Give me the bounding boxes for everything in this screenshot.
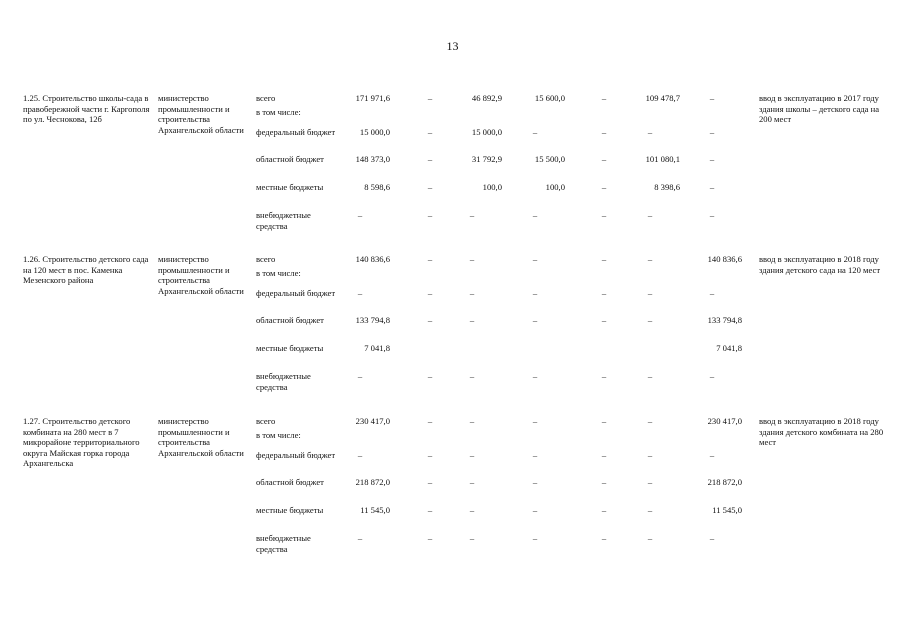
funding-value: – [601,93,607,103]
funding-value: – [647,288,653,298]
funding-value: – [357,210,363,220]
funding-value: – [427,288,433,298]
funding-value: – [357,371,363,381]
funding-value: 100,0 [482,182,502,192]
funding-value: 218 872,0 [355,477,390,487]
funding-source-label: внебюджетные средства [256,533,311,554]
responsible-organization: министерство промышленности и строительства Архангельской области [158,416,244,458]
funding-value: 148 373,0 [355,154,390,164]
funding-value: 15 000,0 [471,127,502,137]
funding-value: – [469,416,475,426]
funding-value: – [469,450,475,460]
funding-value: 140 836,6 [707,254,742,264]
funding-value: – [427,505,433,515]
funding-source-label: федеральный бюджет [256,450,336,460]
funding-value: – [647,505,653,515]
funding-value: – [427,154,433,164]
funding-value: 15 600,0 [534,93,565,103]
funding-value: – [601,182,607,192]
funding-value: – [709,127,715,137]
funding-value: – [469,315,475,325]
expected-result: ввод в эксплуатацию в 2017 году здания школы – детского сада на 200 мест [759,93,880,124]
funding-source-label: областной бюджет [256,315,324,325]
funding-value: – [469,254,475,264]
funding-value: – [427,450,433,460]
funding-value: 218 872,0 [707,477,742,487]
funding-value: – [427,371,433,381]
funding-value: 100,0 [545,182,565,192]
funding-value: – [709,182,715,192]
funding-value: – [427,127,433,137]
funding-value: – [709,93,715,103]
funding-value: – [532,210,538,220]
funding-value: – [601,505,607,515]
funding-value: – [469,505,475,515]
funding-value: – [532,450,538,460]
funding-source-label: местные бюджеты [256,505,324,515]
funding-source-label: всего [256,93,276,103]
funding-value: – [469,210,475,220]
funding-value: – [357,533,363,543]
funding-value: – [647,371,653,381]
responsible-organization: министерство промышленности и строительства Архангельской области [158,93,244,135]
funding-value: – [469,477,475,487]
funding-value: – [601,288,607,298]
measure-name: 1.25. Строительство школы-сада в правобережной части г. Каргополя по ул. Чеснокова, 12б [23,93,150,124]
funding-source-label: всего [256,416,276,426]
funding-value: 7 041,8 [364,343,390,353]
funding-source-label: внебюджетные средства [256,371,311,392]
funding-value: – [647,450,653,460]
expected-result: ввод в эксплуатацию в 2018 году здания детского комбината на 280 мест [759,416,884,447]
funding-value: – [709,210,715,220]
funding-source-label: внебюджетные средства [256,210,311,231]
funding-source-label: областной бюджет [256,477,324,487]
funding-source-label: в том числе: [256,107,301,117]
funding-value: 101 080,1 [645,154,680,164]
funding-value: – [532,254,538,264]
funding-value: 15 000,0 [359,127,390,137]
funding-value: – [427,210,433,220]
funding-source-label: в том числе: [256,430,301,440]
funding-value: – [647,254,653,264]
funding-value: – [532,127,538,137]
funding-value: – [357,450,363,460]
funding-value: – [601,416,607,426]
funding-value: – [357,288,363,298]
funding-value: – [647,533,653,543]
funding-value: – [469,288,475,298]
funding-value: 133 794,8 [355,315,390,325]
funding-value: – [469,371,475,381]
funding-value: – [601,315,607,325]
funding-value: – [601,533,607,543]
funding-value: – [601,254,607,264]
funding-value: 11 545,0 [712,505,742,515]
funding-value: – [647,127,653,137]
funding-source-label: местные бюджеты [256,182,324,192]
funding-value: – [532,533,538,543]
funding-source-label: в том числе: [256,268,301,278]
funding-value: 230 417,0 [355,416,390,426]
funding-value: 8 598,6 [364,182,390,192]
funding-value: – [427,315,433,325]
page-number: 13 [446,39,459,53]
funding-value: – [532,315,538,325]
funding-value: 15 500,0 [534,154,565,164]
funding-value: – [709,371,715,381]
funding-value: – [601,210,607,220]
funding-value: – [532,416,538,426]
funding-value: 171 971,6 [355,93,390,103]
funding-value: – [709,154,715,164]
funding-value: – [601,127,607,137]
funding-value: – [601,477,607,487]
funding-value: – [601,154,607,164]
funding-source-label: федеральный бюджет [256,288,336,298]
measure-name: 1.27. Строительство детского комбината на 280 мест в 7 микрорайоне территориального округа Майская горка города Архангельска [23,416,140,468]
measure-name: 1.26. Строительство детского сада на 120 мест в пос. Каменка Мезенского района [23,254,149,285]
funding-value: – [427,254,433,264]
funding-value: – [647,416,653,426]
funding-value: 7 041,8 [716,343,742,353]
funding-value: – [709,533,715,543]
funding-value: – [532,288,538,298]
funding-value: – [709,288,715,298]
responsible-organization: министерство промышленности и строительства Архангельской области [158,254,244,296]
funding-value: – [647,210,653,220]
funding-source-label: федеральный бюджет [256,127,336,137]
expected-result: ввод в эксплуатацию в 2018 году здания детского сада на 120 мест [759,254,881,275]
funding-value: – [427,93,433,103]
funding-value: 8 398,6 [654,182,680,192]
funding-value: 230 417,0 [707,416,742,426]
funding-source-label: местные бюджеты [256,343,324,353]
funding-value: – [532,371,538,381]
funding-value: – [601,450,607,460]
funding-source-label: областной бюджет [256,154,324,164]
funding-value: 46 892,9 [471,93,502,103]
funding-value: – [532,505,538,515]
funding-value: – [427,477,433,487]
funding-value: 109 478,7 [645,93,680,103]
funding-value: 31 792,9 [471,154,502,164]
funding-value: – [427,416,433,426]
funding-value: 11 545,0 [360,505,390,515]
funding-value: – [647,315,653,325]
funding-value: – [647,477,653,487]
funding-value: – [469,533,475,543]
funding-value: – [601,371,607,381]
funding-source-label: всего [256,254,276,264]
funding-value: – [427,533,433,543]
funding-value: – [709,450,715,460]
funding-value: – [427,182,433,192]
funding-value: – [532,477,538,487]
funding-value: 133 794,8 [707,315,742,325]
funding-value: 140 836,6 [355,254,390,264]
